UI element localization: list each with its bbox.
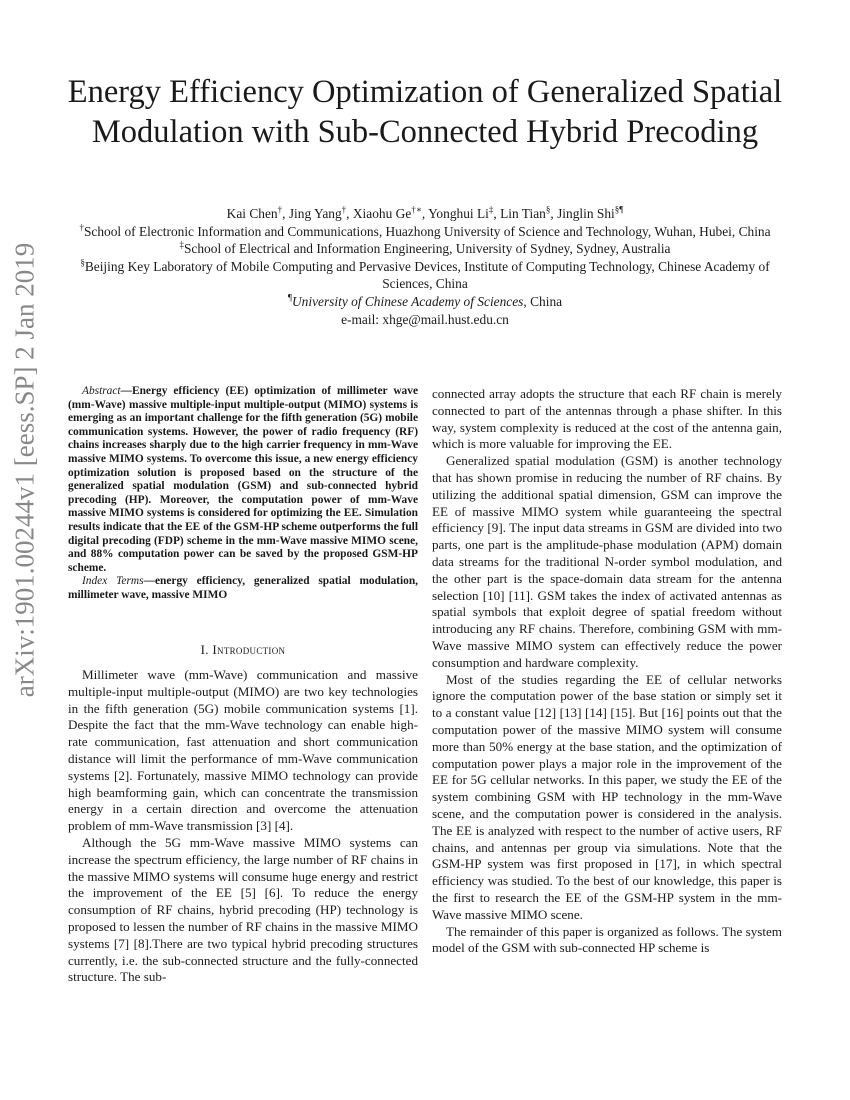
affiliation (60, 223, 790, 241)
right-column-body (432, 386, 782, 957)
author-mark: † (277, 204, 283, 215)
author-block (60, 205, 790, 328)
author-mark: §¶ (614, 204, 624, 215)
section-title: Introduction (212, 642, 286, 657)
affiliation-text: , China (523, 293, 563, 309)
author-name: Kai Chen (226, 206, 278, 221)
author-name: Jing Yang (288, 206, 342, 221)
arxiv-stamp-text: arXiv:1901.00244v1 [eess.SP] 2 Jan 2019 (9, 242, 40, 698)
body-paragraph: Generalized spatial modulation (GSM) is another technology that has shown promise in reducing the number of RF chains. By utilizing the additional spatial dimension, GSM can improve the EE of massive MIMO system while guaranteeing the spectral efficiency [9]. The input data streams in GSM are divided into two parts, one part is the amplitude-phase modulation (APM) domain data streams for the traditional N-order symbol modulation, and the other part is the space-domain data stream for the antenna selection [10] [11]. GSM takes the index of activated antennas as spatial symbols that exploit degree of spatial freedom without introducing any RF chains. Therefore, combining GSM with mm-Wave massive MIMO system can effectively reduce the power consumption and hardware complexity. (432, 453, 782, 670)
section-heading (68, 642, 418, 659)
arxiv-stamp (0, 242, 50, 698)
index-terms-text: —energy efficiency, generalized spatial modulation, millimeter wave, massive MIMO (68, 575, 418, 601)
affiliation-mark: ¶ (287, 292, 292, 303)
author-mark: † (341, 204, 347, 215)
index-terms-label: Index Terms (82, 575, 144, 588)
email: e-mail: xhge@mail.hust.edu.cn (341, 311, 509, 327)
section-number: I. (200, 642, 209, 657)
author-mark: †∗ (411, 204, 422, 215)
affiliation-text: School of Electronic Information and Communications, Huazhong University of Science and Technology, Wuhan, Hubei, China (83, 223, 771, 239)
abstract (68, 385, 418, 603)
author-name: Yonghui Li (428, 206, 489, 221)
author-mark: § (545, 204, 551, 215)
body-paragraph: Millimeter wave (mm-Wave) communication and massive multiple-input multiple-output (MIMO) are two key technologies in the fifth generation (5G) mobile communication systems [1]. Despite the fact that the mm-Wave technology can enable high-rate communication, fast attenuation and short communication distance will limit the performance of mm-Wave communication systems [2]. Fortunately, massive MIMO technology can provide high beamforming gain, which can concentrate the transmission energy in a certain direction and overcome the attenuation problem of mm-Wave transmission [3] [4]. (68, 667, 418, 834)
author-name: Xiaohu Ge (352, 206, 412, 221)
affiliation-mark: § (80, 257, 85, 268)
abstract-label: Abstract (82, 385, 121, 397)
affiliation-text: Beijing Key Laboratory of Mobile Computing and Pervasive Devices, Institute of Computing Technology, Chinese Academy of Sciences, China (84, 258, 770, 292)
author-name: Lin Tian (500, 206, 546, 221)
index-terms (68, 575, 418, 602)
body-paragraph: connected array adopts the structure that each RF chain is merely connected to part of the antennas through a phase shifter. In this way, system complexity is reduced at the cost of the antenna gain, which is more valuable for improving the EE. (432, 386, 782, 452)
affiliation-text: School of Electrical and Information Engineering, University of Sydney, Sydney, Australia (183, 241, 671, 257)
affiliation (60, 240, 790, 258)
author-name: Jinglin Shi (557, 206, 615, 221)
author-names: Kai Chen†, Jing Yang†, Xiaohu Ge†∗, Yonghui Li‡, Lin Tian§, Jinglin Shi§¶ (226, 204, 624, 221)
abstract-paragraph (68, 385, 418, 575)
body-paragraph: Although the 5G mm-Wave massive MIMO systems can increase the spectrum efficiency, the large number of RF chains in the massive MIMO systems will consume huge energy and restrict the improvement of the EE [5] [6]. To reduce the energy consumption of RF chains, hybrid precoding (HP) technology is proposed to lessen the number of RF chains in the massive MIMO systems [7] [8].There are two typical hybrid precoding structures currently, i.e. the sub-connected structure and the fully-connected structure. The sub- (68, 834, 418, 985)
affiliation-mark: † (79, 222, 84, 233)
affiliation-mark: ‡ (179, 239, 184, 250)
affiliation-text: University of Chinese Academy of Sciences (291, 293, 524, 309)
affiliation (60, 258, 790, 293)
abstract-text: —Energy efficiency (EE) optimization of millimeter wave (mm-Wave) massive multiple-input multiple-output (MIMO) systems is emerging as an important challenge for the fifth generation (5G) mobile communication systems. However, the power of radio frequency (RF) chains increases sharply due to the high carrier frequency in mm-Wave massive MIMO systems. To overcome this issue, a new energy efficiency optimization solution is proposed based on the structure of the generalized spatial modulation (GSM) and sub-connected hybrid precoding (HP). Moreover, the computation power of mm-Wave massive MIMO systems is considered for optimizing the EE. Simulation results indicate that the EE of the GSM-HP scheme outperforms the full digital precoding (FDP) scheme in the mm-Wave massive MIMO scene, and 88% computation power can be saved by the proposed GSM-HP scheme. (68, 385, 418, 574)
author-mark: ‡ (488, 204, 494, 215)
body-paragraph: The remainder of this paper is organized as follows. The system model of the GSM with sub-connected HP scheme is (432, 923, 782, 956)
paper-title: Energy Efficiency Optimization of Generalized Spatial Modulation with Sub-Connected Hybrid Precoding (67, 74, 783, 150)
left-column-body (68, 667, 418, 986)
body-paragraph: Most of the studies regarding the EE of cellular networks ignore the computation power of the base station or simply set it to a constant value [12] [13] [14] [15]. But [16] points out that the computation power of the massive MIMO system will consume more than 50% energy at the base station, and the optimization of computation power plays a major role in the improvement of the EE for 5G cellular networks. In this paper, we study the EE of the system combining GSM with HP technology in the mm-Wave scene, and the computation power is considered in the analysis. The EE is analyzed with respect to the number of active users, RF chains, and antennas per group via simulations. Note that the GSM-HP system was first proposed in [17], in which spectral efficiency was studied. To the best of our knowledge, this paper is the first to research the EE of the GSM-HP system in the mm-Wave massive MIMO scene. (432, 671, 782, 922)
affiliation (60, 293, 790, 311)
